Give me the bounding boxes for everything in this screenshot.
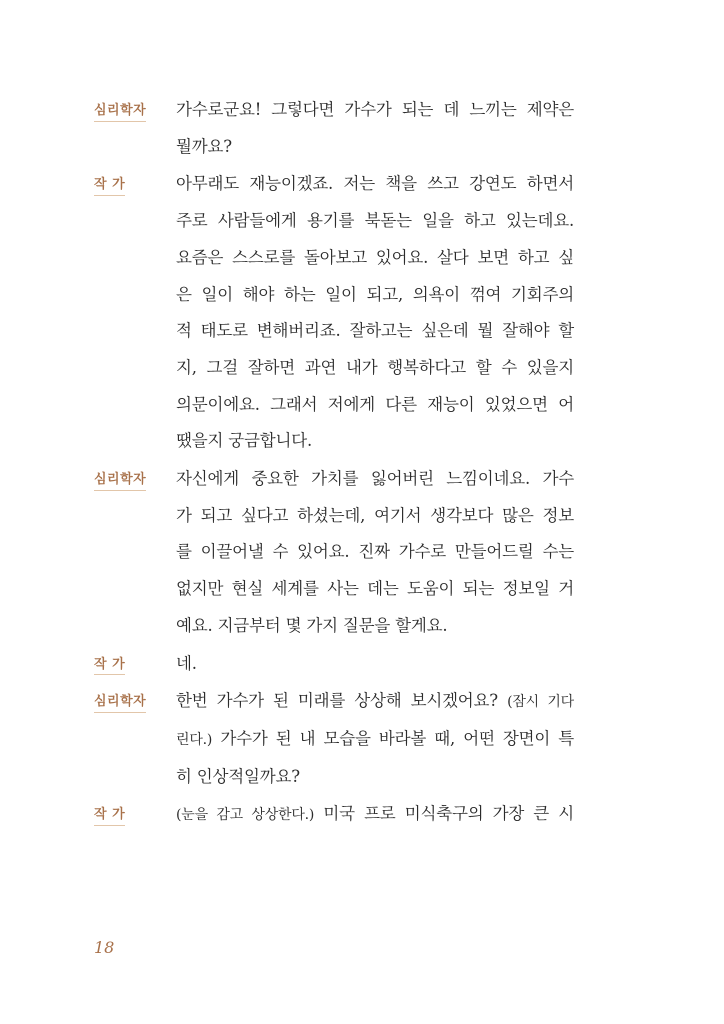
text-line: 지, 그걸 잘하면 과연 내가 행복하다고 할 수 있을지 bbox=[176, 357, 574, 377]
speaker-label-author: 작 가 bbox=[94, 807, 125, 826]
speech-text bbox=[176, 796, 574, 834]
text-line bbox=[176, 683, 574, 721]
speaker bbox=[94, 646, 176, 683]
speaker-label-psychologist: 심리학자 bbox=[94, 472, 146, 491]
text-line bbox=[176, 796, 574, 834]
line-text: 미국 프로 미식축구의 가장 큰 시 bbox=[314, 804, 574, 824]
dialogue-turn bbox=[94, 646, 574, 683]
text-line: 뭘까요? bbox=[176, 136, 232, 156]
text-line: 를 이끌어낼 수 있어요. 진짜 가수로 만들어드릴 수는 bbox=[176, 542, 574, 562]
line-text: 한번 가수가 된 미래를 상상해 보시겠어요? bbox=[176, 691, 508, 711]
line-text: 가수가 된 내 모습을 바라볼 때, 어떤 장면이 특 bbox=[212, 728, 574, 748]
speaker bbox=[94, 796, 176, 833]
dialogue-turn bbox=[94, 461, 574, 645]
text-line: 주로 사람들에게 용기를 북돋는 일을 하고 있는데요. bbox=[176, 211, 574, 231]
speaker bbox=[94, 92, 176, 129]
speaker bbox=[94, 166, 176, 203]
text-line: 아무래도 재능이겠죠. 저는 책을 쓰고 강연도 하면서 bbox=[176, 174, 574, 194]
text-line: 네. bbox=[176, 653, 197, 673]
dialogue bbox=[94, 92, 574, 835]
text-line: 자신에게 중요한 가치를 잃어버린 느낌이네요. 가수 bbox=[176, 469, 574, 489]
speaker-label-psychologist: 심리학자 bbox=[94, 103, 146, 122]
stage-direction: 린다.) bbox=[176, 731, 213, 748]
dialogue-turn bbox=[94, 166, 574, 460]
dialogue-turn bbox=[94, 683, 574, 795]
speech-text bbox=[176, 646, 574, 683]
text-line: 땠을지 궁금합니다. bbox=[176, 431, 313, 451]
dialogue-turn bbox=[94, 92, 574, 165]
speech-text bbox=[176, 92, 574, 165]
text-line: 은 일이 해야 하는 일이 되고, 의욕이 꺾여 기회주의 bbox=[176, 284, 574, 304]
speaker-label-author: 작 가 bbox=[94, 657, 125, 676]
dialogue-turn bbox=[94, 796, 574, 834]
page-number: 18 bbox=[94, 938, 115, 957]
text-line: 없지만 현실 세계를 사는 데는 도움이 되는 정보일 거 bbox=[176, 579, 574, 599]
text-line: 의문이에요. 그래서 저에게 다른 재능이 있었으면 어 bbox=[176, 394, 574, 414]
speaker bbox=[94, 461, 176, 498]
text-line: 적 태도로 변해버리죠. 잘하고는 싶은데 뭘 잘해야 할 bbox=[176, 321, 574, 341]
text-line: 가 되고 싶다고 하셨는데, 여기서 생각보다 많은 정보 bbox=[176, 505, 574, 525]
speaker bbox=[94, 683, 176, 720]
speech-text bbox=[176, 166, 574, 460]
stage-direction: (잠시 기다 bbox=[507, 694, 575, 711]
speaker-label-author: 작 가 bbox=[94, 177, 125, 196]
text-line: 요즘은 스스로를 돌아보고 있어요. 살다 보면 하고 싶 bbox=[176, 247, 574, 267]
text-line: 예요. 지금부터 몇 가지 질문을 할게요. bbox=[176, 615, 448, 635]
speech-text bbox=[176, 683, 574, 795]
speaker-label-psychologist: 심리학자 bbox=[94, 694, 146, 713]
text-line: 히 인상적일까요? bbox=[176, 766, 300, 786]
text-line: 가수로군요! 그렇다면 가수가 되는 데 느끼는 제약은 bbox=[176, 100, 574, 119]
speech-text bbox=[176, 461, 574, 645]
stage-direction: (눈을 감고 상상한다.) bbox=[176, 807, 315, 824]
text-line bbox=[176, 721, 574, 759]
